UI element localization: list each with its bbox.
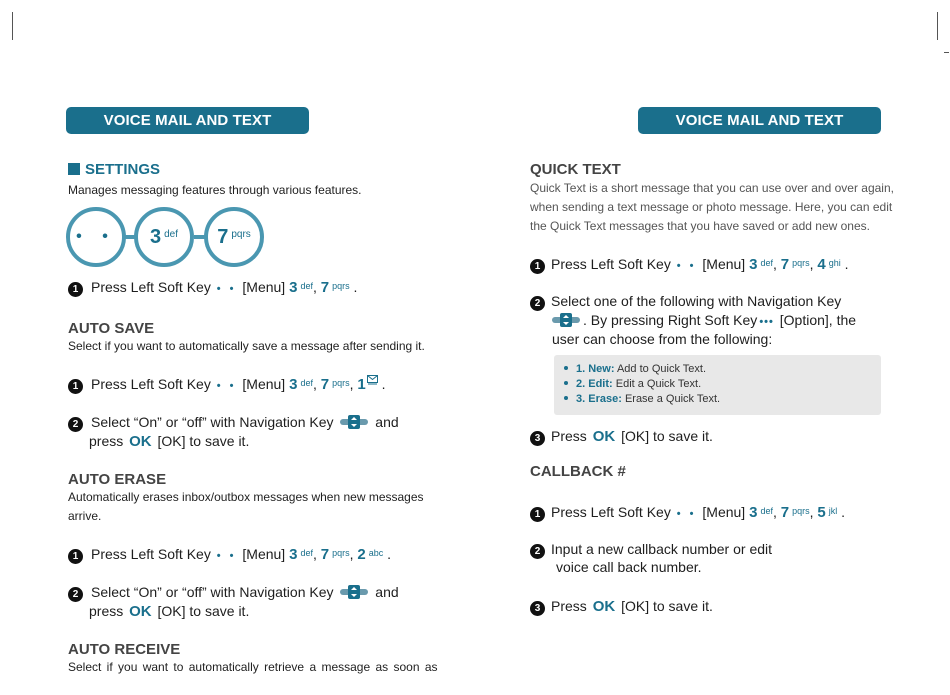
key-3-circle <box>134 207 194 267</box>
step-text: Select “On” or “off” with Navigation Key <box>91 414 334 430</box>
options-box <box>554 355 881 415</box>
separator: , <box>809 256 814 272</box>
key-letters: def <box>300 281 313 291</box>
key-letters: pqrs <box>332 378 350 388</box>
auto-receive-desc: Select if you want to automatically retrieve a message as soon as <box>68 660 438 674</box>
key-letters: pqrs <box>332 281 350 291</box>
quick-text-step-2 <box>530 292 841 311</box>
callback-step-2-line2: voice call back number. <box>556 559 702 575</box>
auto-erase-title: AUTO ERASE <box>68 471 167 488</box>
key-letters: def <box>760 506 773 516</box>
key-letters: def <box>300 378 313 388</box>
step-number: 3 <box>530 601 545 616</box>
step-text: and <box>375 414 399 430</box>
soft-key-dots-icon: • • <box>216 283 237 295</box>
key-letters: jkl <box>828 506 838 516</box>
separator: , <box>312 546 317 562</box>
key-7-letters: pqrs <box>231 229 251 240</box>
menu-label: [Menu] <box>242 279 286 295</box>
step-text: Press <box>551 428 587 444</box>
key-letters: pqrs <box>332 548 350 558</box>
ok-key-label: OK <box>592 428 616 445</box>
square-bullet-icon <box>68 163 80 175</box>
step-text: [Option], the <box>779 312 857 328</box>
key-7-circle <box>204 207 264 267</box>
key-sequence-graphic <box>66 207 266 267</box>
option-text: Add to Quick Text. <box>616 363 707 375</box>
step-number: 1 <box>68 282 83 297</box>
auto-erase-step-2 <box>68 583 399 602</box>
menu-label: [Menu] <box>702 504 746 520</box>
callback-step-3 <box>530 597 713 616</box>
quick-text-step-3 <box>530 427 713 446</box>
option-label: 3. Erase: <box>576 393 622 405</box>
quick-text-step-1 <box>530 254 849 276</box>
mail-envelope-icon <box>367 375 378 385</box>
crop-mark-left <box>12 12 13 40</box>
quick-text-step-2-line2 <box>552 311 856 332</box>
key-digit: 3 <box>289 376 298 393</box>
step-number: 2 <box>530 296 545 311</box>
key-7-digit: 7 <box>217 226 229 248</box>
option-text: Erase a Quick Text. <box>624 393 721 405</box>
option-label: 1. New: <box>576 363 615 375</box>
step-number: 2 <box>68 417 83 432</box>
step-text: [OK] to save it. <box>621 428 713 444</box>
callback-step-2 <box>530 540 772 559</box>
bullet-icon <box>564 396 568 400</box>
step-text: Select “On” or “off” with Navigation Key <box>91 584 334 600</box>
settings-title-text: SETTINGS <box>85 161 161 178</box>
period: . <box>841 504 845 520</box>
callback-step-1 <box>530 502 845 524</box>
step-text: Select one of the following with Navigation Key <box>551 293 842 309</box>
key-3-digit: 3 <box>149 226 162 248</box>
key-3-letters: def <box>164 229 179 240</box>
bullet-icon <box>564 366 568 370</box>
step-number: 1 <box>68 379 83 394</box>
step-text: [OK] to save it. <box>157 603 250 619</box>
auto-erase-step-1 <box>68 544 391 566</box>
soft-key-dots-icon: • • <box>676 260 697 272</box>
key-letters: abc <box>368 548 384 558</box>
key-digit: 7 <box>780 256 790 273</box>
key-digit: 7 <box>320 546 330 563</box>
step-number: 1 <box>530 507 545 522</box>
navigation-key-icon <box>552 313 580 327</box>
step-text: press <box>89 603 124 619</box>
quick-text-desc-3: the Quick Text messages that you have saved or add new ones. <box>530 219 870 233</box>
step-number: 1 <box>68 549 83 564</box>
crop-mark-tick <box>944 52 949 53</box>
option-item-new <box>554 362 881 377</box>
step-number: 1 <box>530 259 545 274</box>
key-digit: 5 <box>817 504 826 521</box>
key-digit: 3 <box>749 504 758 521</box>
auto-save-step-2 <box>68 413 399 432</box>
soft-key-dots-icon: • • <box>676 508 697 520</box>
separator: , <box>772 256 777 272</box>
separator: , <box>349 376 354 392</box>
step-text: Input a new callback number or edit <box>551 541 773 557</box>
key-letters: ghi <box>828 258 841 268</box>
ok-key-label: OK <box>592 598 616 615</box>
step-text: . By pressing Right Soft Key <box>583 312 758 328</box>
auto-erase-desc-1: Automatically erases inbox/outbox messages when new messages <box>68 490 424 504</box>
menu-label: [Menu] <box>702 256 746 272</box>
step-number: 2 <box>68 587 83 602</box>
key-digit: 7 <box>780 504 790 521</box>
menu-label: [Menu] <box>242 546 286 562</box>
step-number: 3 <box>530 431 545 446</box>
auto-erase-step-2-cont <box>89 602 249 621</box>
soft-key-circle <box>66 207 126 267</box>
right-section-header: VOICE MAIL AND TEXT MESSAGE <box>638 107 881 134</box>
step-text: Press Left Soft Key <box>551 256 671 272</box>
settings-desc: Manages messaging features through various features. <box>68 183 362 197</box>
left-section-header: VOICE MAIL AND TEXT MESSAGE <box>66 107 309 134</box>
key-digit: 3 <box>749 256 758 273</box>
period: . <box>844 256 849 272</box>
key-letters: def <box>760 258 773 268</box>
bullet-icon <box>564 381 568 385</box>
quick-text-title: QUICK TEXT <box>530 161 621 178</box>
step-text: Press Left Soft Key <box>91 546 211 562</box>
step-text: and <box>375 584 399 600</box>
separator: , <box>349 546 354 562</box>
separator: , <box>312 376 317 392</box>
period: . <box>353 279 358 295</box>
step-number: 2 <box>530 544 545 559</box>
separator: , <box>809 504 814 520</box>
navigation-key-icon <box>340 415 368 429</box>
soft-key-dots-icon: • • <box>216 380 237 392</box>
option-text: Edit a Quick Text. <box>615 378 702 390</box>
step-text: [OK] to save it. <box>621 598 713 614</box>
key-digit: 7 <box>320 376 330 393</box>
menu-label: [Menu] <box>242 376 286 392</box>
separator: , <box>312 279 317 295</box>
auto-save-title: AUTO SAVE <box>68 320 155 337</box>
key-digit: 7 <box>320 279 330 296</box>
step-text: Press Left Soft Key <box>91 376 211 392</box>
settings-title <box>68 161 160 178</box>
key-digit: 4 <box>817 256 826 273</box>
soft-key-dots-icon: • • <box>216 550 237 562</box>
auto-save-step-2-cont <box>89 432 249 451</box>
step-text: Press Left Soft Key <box>91 279 211 295</box>
period: . <box>387 546 392 562</box>
soft-key-dots-icon: • • <box>76 228 116 245</box>
key-digit: 3 <box>289 546 298 563</box>
quick-text-desc-1: Quick Text is a short message that you can use over and over again, <box>530 181 894 195</box>
step-text: Press Left Soft Key <box>551 504 671 520</box>
quick-text-step-2-line3: user can choose from the following: <box>552 331 773 347</box>
navigation-key-icon <box>340 585 368 599</box>
step-text: Press <box>551 598 587 614</box>
key-letters: pqrs <box>792 506 810 516</box>
auto-save-step-1 <box>68 374 386 396</box>
crop-mark-right <box>937 12 938 40</box>
step-text: press <box>89 433 124 449</box>
key-letters: pqrs <box>792 258 810 268</box>
option-item-erase <box>554 392 881 407</box>
settings-step-1 <box>68 277 357 299</box>
key-digit: 3 <box>289 279 298 296</box>
key-letters: def <box>300 548 313 558</box>
quick-text-desc-2: when sending a text message or photo message. Here, you can edit <box>530 200 893 214</box>
callback-title: CALLBACK # <box>530 463 626 480</box>
key-digit: 2 <box>357 546 366 563</box>
auto-save-desc: Select if you want to automatically save a message after sending it. <box>68 339 425 353</box>
auto-receive-title: AUTO RECEIVE <box>68 641 181 658</box>
period: . <box>381 376 386 392</box>
separator: , <box>772 504 777 520</box>
ok-key-label: OK <box>129 433 152 450</box>
step-text: [OK] to save it. <box>157 433 250 449</box>
auto-erase-desc-2: arrive. <box>68 509 102 523</box>
option-item-edit <box>554 377 881 392</box>
option-label: 2. Edit: <box>576 378 613 390</box>
ok-key-label: OK <box>129 603 152 620</box>
right-soft-key-dots-icon: ••• <box>759 316 774 328</box>
key-digit: 1 <box>357 376 366 393</box>
